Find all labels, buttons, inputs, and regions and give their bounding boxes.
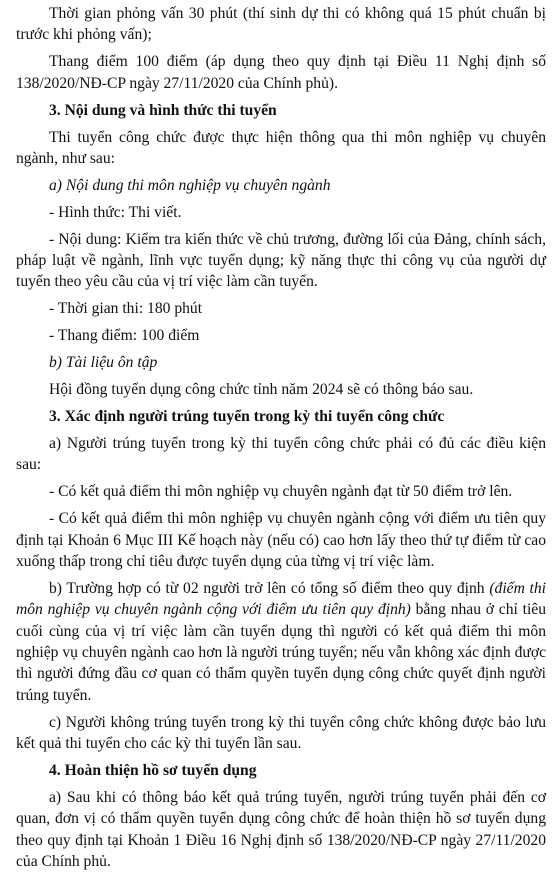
body-paragraph (16, 787, 546, 873)
body-paragraph (16, 202, 546, 223)
text-run: Thi tuyển công chức được thực hiện thông qua thi môn nghiệp vụ chuyên ngành, như sau: (16, 128, 546, 167)
italic-text-run: (điểm thi môn nghiệp vụ chuyên ngành cộng với điểm ưu tiên quy định) (16, 579, 547, 619)
text-run: Thời gian phỏng vấn 30 phút (thí sinh dự thi có không quá 15 phút chuẩn bị trước khi phỏng vấn); (16, 5, 546, 44)
text-run: Thang điểm 100 điểm (áp dụng theo quy định tại Điều 11 Nghị định số 138/2020/NĐ-CP ngày 27/11/2020 của Chính phủ). (16, 53, 546, 92)
body-paragraph (16, 379, 546, 400)
text-run: - Nội dung: Kiểm tra kiến thức về chủ trương, đường lối của Đảng, chính sách, pháp luật về ngành, lĩnh vực tuyển dụng; kỹ năng thực thi công vụ của người dự tuyển theo yêu cầu của vị trí việc làm cần tuyển. (16, 230, 546, 291)
text-run: Hội đồng tuyển dụng công chức tỉnh năm 2024 sẽ có thông báo sau. (49, 381, 474, 399)
text-run: a) Nội dung thi môn nghiệp vụ chuyên ngành (49, 176, 331, 194)
text-run: 4. Hoàn thiện hồ sơ tuyển dụng (49, 762, 257, 780)
body-paragraph (16, 508, 546, 572)
body-paragraph (16, 3, 546, 46)
text-run: - Có kết quả điểm thi môn nghiệp vụ chuyên ngành cộng với điểm ưu tiên quy định tại Khoản 6 Mục III Kế hoạch này (nếu có) cao hơn lấy theo thứ tự điểm từ cao xuống thấp trong chỉ tiêu được tuyển dụng của từng vị trí việc làm. (16, 510, 546, 570)
text-run: bằng nhau ở chỉ tiêu cuối cùng của vị trí việc làm cần tuyển dụng thì người có kết quả điểm thi môn nghiệp vụ chuyên ngành cao hơn là người trúng tuyển; nếu vẫn không xác định được thì người đứng đầu cơ quan có thẩm quyền tuyển dụng công chức quyết định người trúng tuyển. (16, 601, 546, 704)
text-run: b) Trường hợp có từ 02 người trở lên có tổng số điểm theo quy định (49, 579, 490, 597)
section-heading (16, 406, 546, 427)
body-paragraph (16, 712, 546, 755)
text-run: - Thời gian thi: 180 phút (49, 300, 203, 318)
section-heading (16, 100, 546, 121)
body-paragraph (16, 481, 546, 502)
body-paragraph (16, 127, 546, 170)
text-run: - Thang điểm: 100 điểm (49, 327, 200, 345)
body-paragraph (16, 298, 546, 319)
body-paragraph (16, 352, 546, 373)
text-run: a) Sau khi có thông báo kết quả trúng tuyển, người trúng tuyển phải đến cơ quan, đơn vị có thẩm quyền tuyển dụng công chức để hoàn thiện hồ sơ tuyển dụng theo quy định tại Khoản 1 Điều 16 Nghị định số 138/2020/NĐ-CP ngày 27/11/2020 của Chính phủ. (16, 789, 546, 871)
body-paragraph (16, 578, 546, 706)
text-run: 3. Nội dung và hình thức thi tuyển (49, 101, 277, 119)
body-paragraph (16, 175, 546, 196)
text-run: 3. Xác định người trúng tuyển trong kỳ thi tuyển công chức (49, 408, 445, 425)
body-paragraph (16, 433, 546, 476)
text-run: b) Tài liệu ôn tập (49, 354, 158, 372)
body-paragraph (16, 325, 546, 346)
body-paragraph (16, 229, 546, 293)
section-heading (16, 760, 546, 781)
text-run: - Hình thức: Thi viết. (49, 203, 182, 221)
text-run: - Có kết quả điểm thi môn nghiệp vụ chuyên ngành đạt từ 50 điểm trở lên. (49, 483, 513, 501)
body-paragraph (16, 51, 546, 94)
text-run: a) Người trúng tuyển trong kỳ thi tuyển công chức phải có đủ các điều kiện sau: (16, 434, 546, 474)
text-run: c) Người không trúng tuyển trong kỳ thi tuyển công chức không được bảo lưu kết quả thi tuyển cho các kỳ thi tuyển lần sau. (16, 713, 546, 753)
